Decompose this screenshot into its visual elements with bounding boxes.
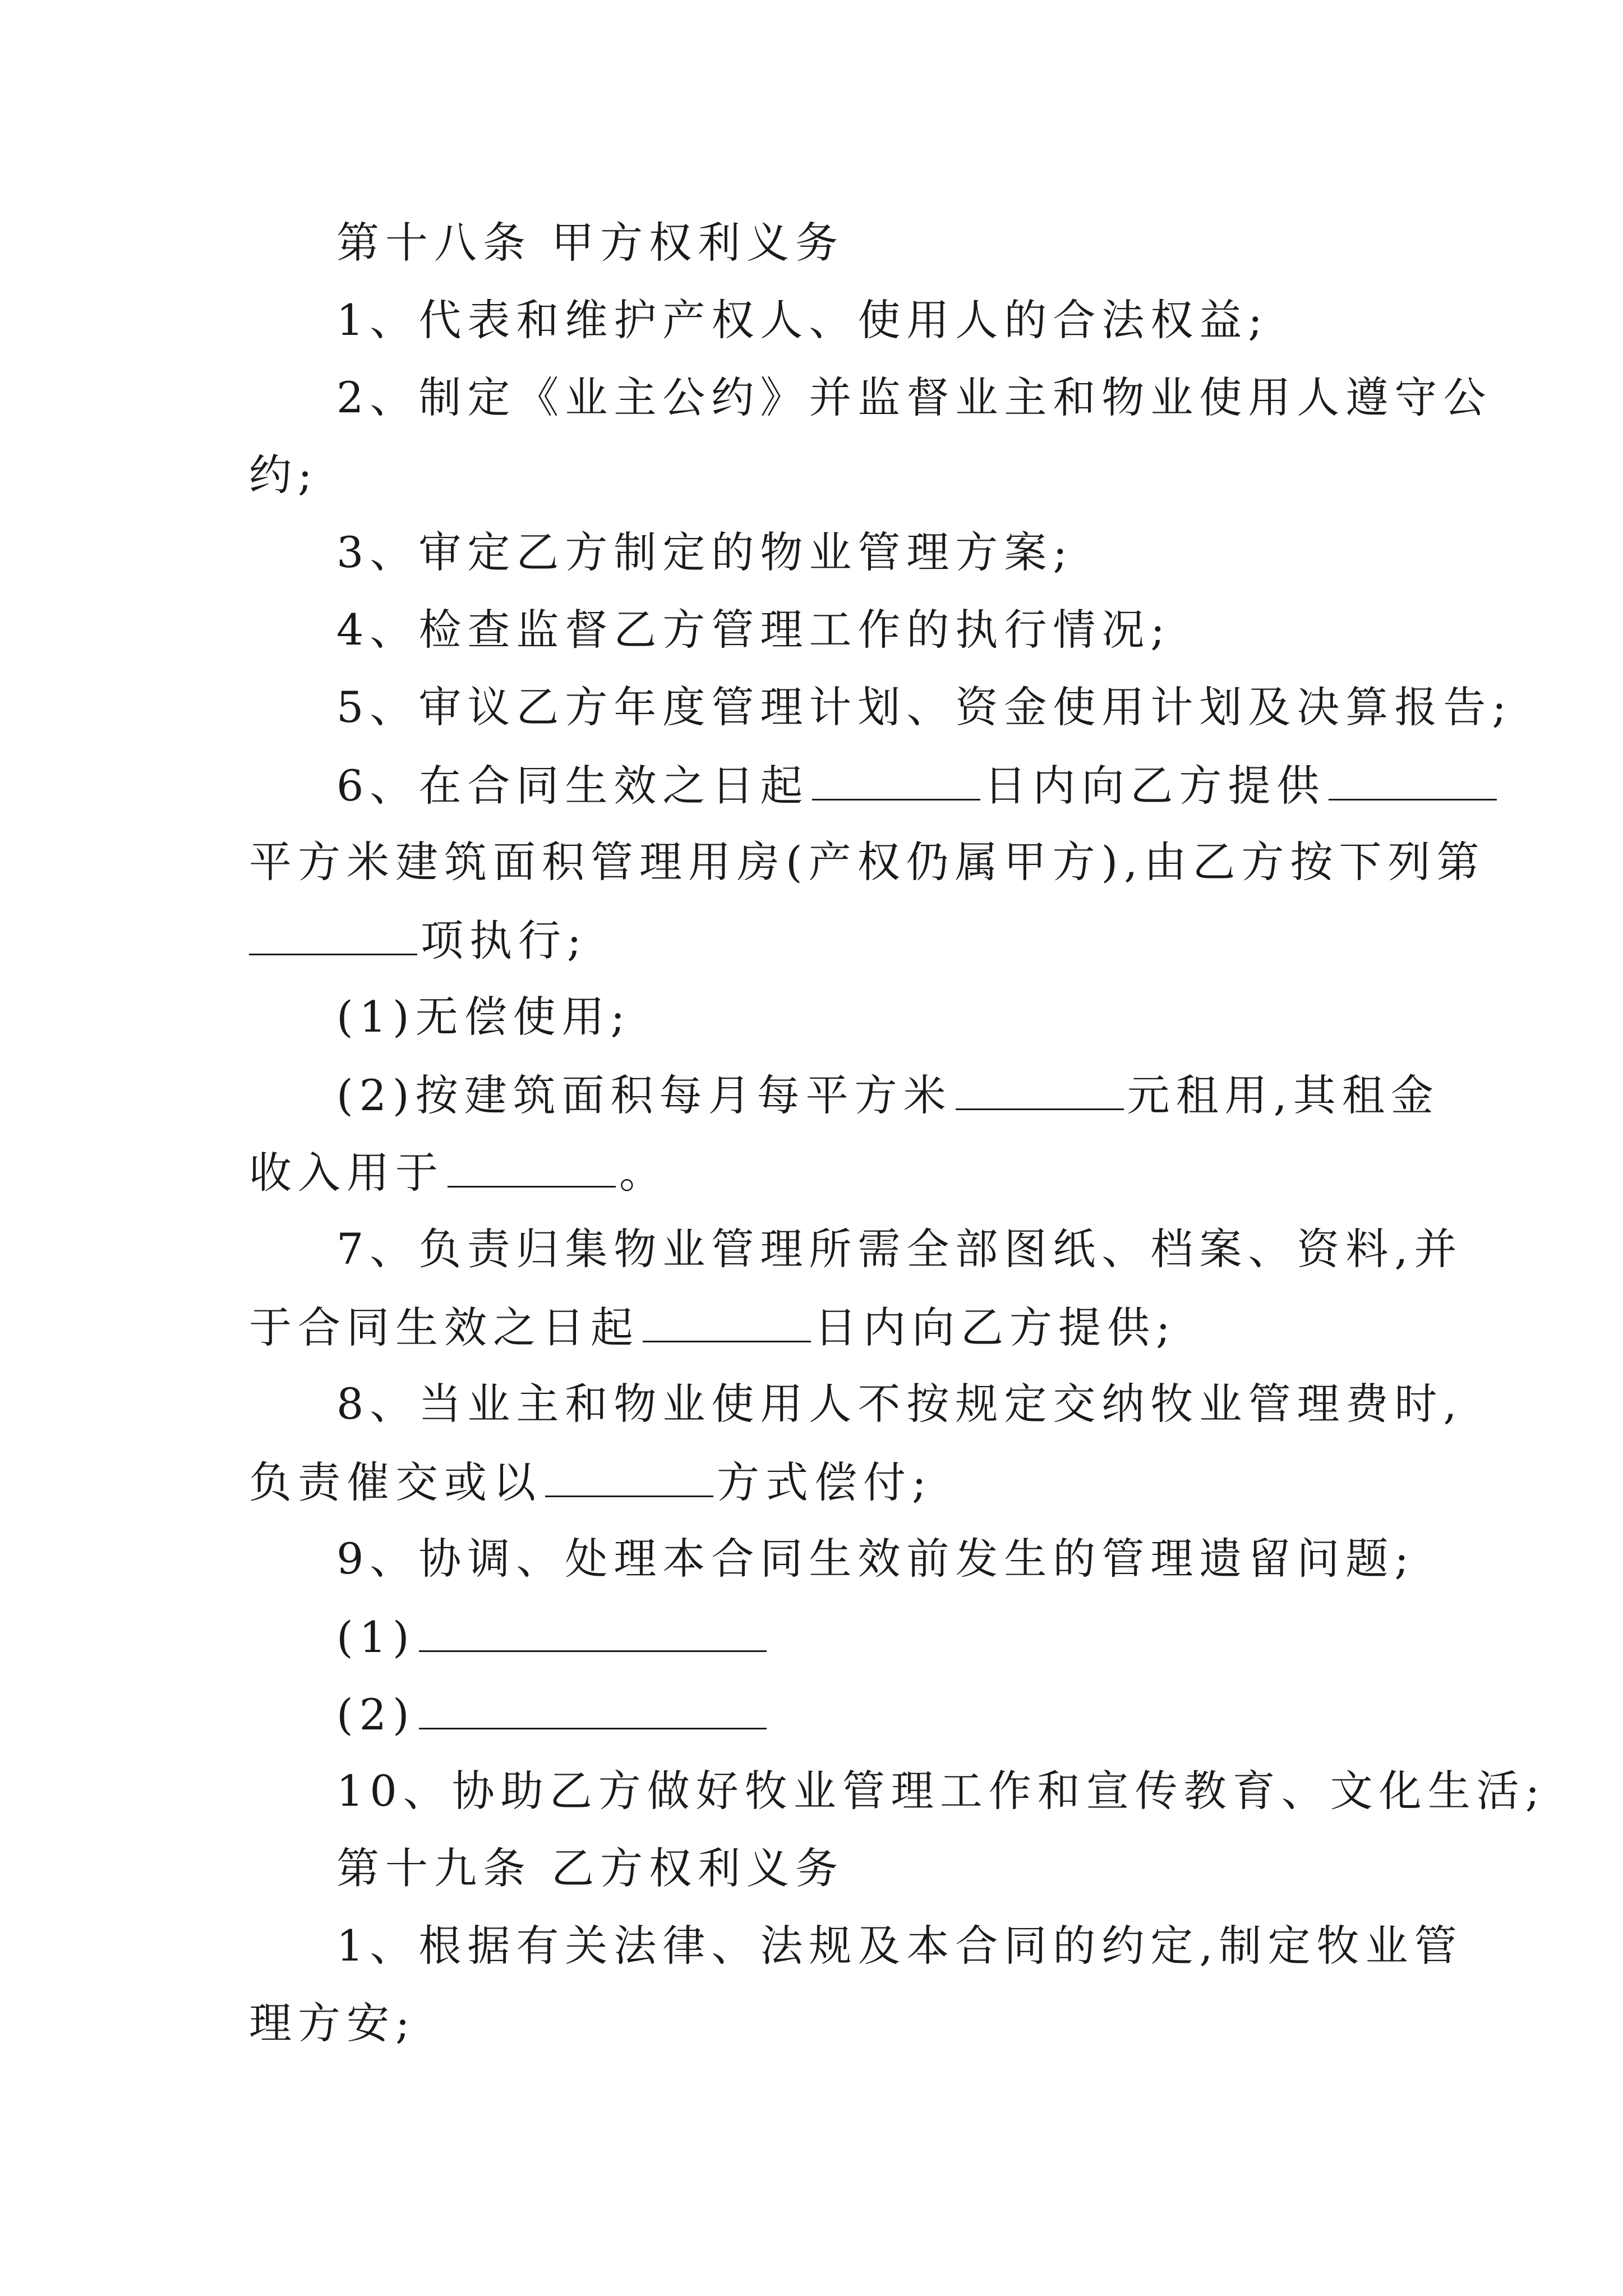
paragraph-5: [0, 682, 1623, 733]
paragraph-8: [0, 1379, 1623, 1429]
paragraph-text: 1、根据有关法律、法规及本合同的约定,制定牧业管: [336, 1921, 1463, 1971]
paragraph-text: (1)无偿使用;: [336, 992, 631, 1042]
fill-in-blank[interactable]: [643, 1301, 811, 1342]
article-19-heading: [0, 1843, 1623, 1894]
paragraph-8-continued: [0, 1456, 1623, 1508]
paragraph-2: [0, 372, 1623, 423]
paragraph-text: 元租用,其租金: [1127, 1070, 1440, 1120]
sub-item-2-continued: [0, 1147, 1623, 1198]
paragraph-text: (1): [336, 1612, 416, 1662]
paragraph-6: [0, 760, 1623, 811]
paragraph-text: (2): [336, 1690, 416, 1740]
paragraph-text: 9、协调、处理本合同生效前发生的管理遗留问题;: [336, 1534, 1415, 1584]
paragraph-text: 8、当业主和物业使用人不按规定交纳牧业管理费时,: [336, 1379, 1463, 1429]
paragraph-text: 约;: [249, 450, 319, 500]
paragraph-19-1-continued: [0, 1998, 1623, 2049]
fill-in-blank[interactable]: [812, 760, 980, 800]
paragraph-text: 项执行;: [421, 915, 588, 965]
paragraph-text: 平方米建筑面积管理用房(产权仍属甲方),由乙方按下列第: [249, 837, 1486, 887]
paragraph-text: 6、在合同生效之日起: [336, 761, 809, 811]
paragraph-text: 10、协助乙方做好牧业管理工作和宣传教育、文化生活;: [336, 1766, 1546, 1816]
paragraph-text: 日内向乙方提供: [984, 761, 1326, 811]
sub-item-9-2: [0, 1688, 1623, 1740]
paragraph-6-continued-2: [0, 914, 1623, 966]
paragraph-text: (2)按建筑面积每月每平方米: [336, 1070, 952, 1120]
paragraph-2-continued: [0, 450, 1623, 500]
paragraph-3: [0, 527, 1623, 578]
sub-item-2: [0, 1069, 1623, 1121]
paragraph-text: 理方安;: [249, 1998, 416, 2048]
paragraph-text: 2、制定《业主公约》并监督业主和物业使用人遵守公: [336, 372, 1492, 422]
paragraph-4: [0, 605, 1623, 655]
paragraph-text: 7、负责归集物业管理所需全部图纸、档案、资料,并: [336, 1224, 1463, 1274]
paragraph-text: 3、审定乙方制定的物业管理方案;: [336, 527, 1073, 577]
heading-text: 第十八条 甲方权利义务: [336, 218, 845, 268]
paragraph-text: 5、审议乙方年度管理计划、资金使用计划及决算报告;: [336, 682, 1513, 732]
paragraph-6-continued: [0, 837, 1623, 887]
paragraph-text: 方式偿付;: [717, 1457, 933, 1507]
fill-in-blank[interactable]: [956, 1069, 1124, 1110]
paragraph-text: 4、检查监督乙方管理工作的执行情况;: [336, 605, 1171, 655]
fill-in-blank[interactable]: [419, 1688, 767, 1729]
paragraph-text: 负责催交或以: [249, 1457, 542, 1507]
paragraph-7-continued: [0, 1301, 1623, 1353]
paragraph-9: [0, 1534, 1623, 1584]
heading-text: 第十九条 乙方权利义务: [336, 1843, 845, 1893]
paragraph-19-1: [0, 1921, 1623, 1971]
paragraph-text: 收入用于: [249, 1148, 444, 1198]
fill-in-blank[interactable]: [249, 914, 417, 955]
paragraph-text: 1、代表和维护产权人、使用人的合法权益;: [336, 295, 1269, 345]
paragraph-text: 。: [619, 1148, 668, 1198]
paragraph-text: 于合同生效之日起: [249, 1303, 639, 1352]
fill-in-blank[interactable]: [419, 1611, 767, 1652]
paragraph-7: [0, 1224, 1623, 1274]
sub-item-1: [0, 992, 1623, 1042]
fill-in-blank[interactable]: [448, 1147, 616, 1188]
paragraph-1: [0, 295, 1623, 346]
paragraph-text: 日内向乙方提供;: [814, 1303, 1177, 1352]
fill-in-blank[interactable]: [1329, 760, 1497, 800]
article-18-heading: [0, 218, 1623, 268]
fill-in-blank[interactable]: [545, 1456, 713, 1497]
paragraph-10: [0, 1766, 1623, 1816]
sub-item-9-1: [0, 1611, 1623, 1663]
